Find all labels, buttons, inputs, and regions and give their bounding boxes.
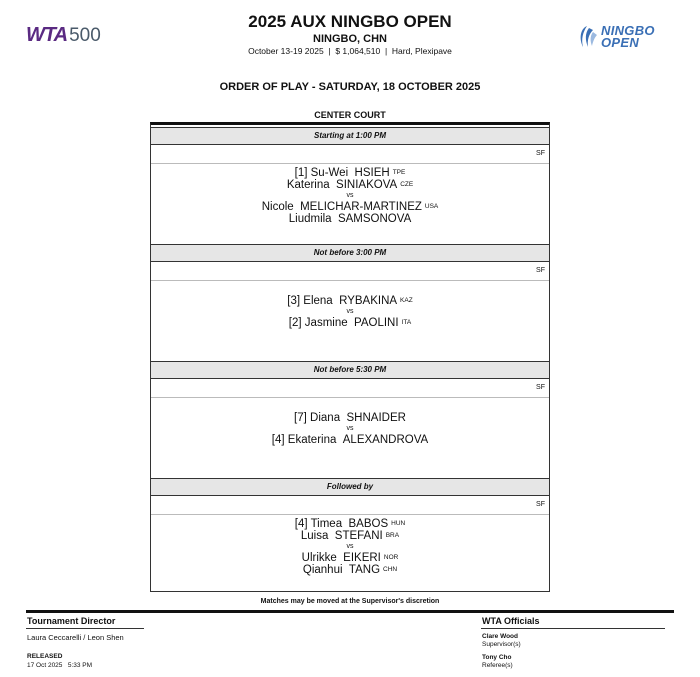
player-entry: Ulrikke EIKERI NOR	[301, 552, 399, 564]
player-entry: [7] Diana SHNAIDER	[294, 412, 406, 424]
player-entry: [4] Timea BABOS HUN	[294, 518, 406, 530]
referee-role: Referee(s)	[482, 662, 513, 669]
player-entry: [3] Elena RYBAKINA KAZ	[287, 295, 413, 307]
director-names: Laura Ceccarelli / Leon Shen	[27, 633, 124, 642]
divider	[151, 514, 549, 515]
player-entry: [1] Su-Wei HSIEH TPE	[294, 167, 406, 179]
referee-name: Tony Cho	[482, 654, 512, 661]
supervisor-name: Clare Wood	[482, 633, 518, 640]
round-label: SF	[536, 267, 545, 274]
released-timestamp: 17 Oct 2025 5:33 PM	[27, 662, 93, 669]
court-schedule	[150, 122, 550, 592]
match-card	[151, 518, 549, 576]
player-entry: [2] Jasmine PAOLINI ITA	[288, 317, 412, 329]
round-label: SF	[536, 150, 545, 157]
match-card	[151, 167, 549, 225]
slot-time-header: Starting at 1:00 PM	[151, 127, 549, 145]
versus-label: vs	[346, 425, 354, 432]
divider	[481, 628, 665, 629]
player-entry: Katerina SINIAKOVA CZE	[286, 179, 414, 191]
versus-label: vs	[346, 543, 354, 550]
tournament-location: NINGBO, CHN	[313, 33, 387, 45]
footer-rule	[26, 610, 674, 613]
divider	[151, 163, 549, 164]
released-label: RELEASED	[27, 653, 63, 660]
slot-time-header: Not before 3:00 PM	[151, 244, 549, 262]
tournament-title: 2025 AUX NINGBO OPEN	[248, 12, 452, 31]
order-of-play-title: ORDER OF PLAY - SATURDAY, 18 OCTOBER 2025	[219, 81, 481, 93]
slot-time-header: Not before 5:30 PM	[151, 361, 549, 379]
round-label: SF	[536, 384, 545, 391]
court-name: CENTER COURT	[314, 110, 386, 120]
wta-logo-mark: WTA	[26, 24, 68, 46]
player-entry: [4] Ekaterina ALEXANDROVA	[271, 434, 429, 446]
director-section-title: Tournament Director	[27, 616, 116, 626]
divider	[26, 628, 144, 629]
player-entry: Nicole MELICHAR-MARTINEZ USA	[261, 201, 439, 213]
officials-section-title: WTA Officials	[482, 616, 540, 626]
player-entry: Luisa STEFANI BRA	[300, 530, 400, 542]
supervisor-role: Supervisor(s)	[482, 641, 521, 648]
wta-logo-level: 500	[69, 25, 101, 46]
player-entry: Qianhui TANG CHN	[302, 564, 398, 576]
versus-label: vs	[346, 192, 354, 199]
round-label: SF	[536, 501, 545, 508]
ningbo-logo-line2: OPEN	[601, 35, 640, 50]
match-card	[151, 412, 549, 446]
player-entry: Liudmila SAMSONOVA	[288, 213, 412, 225]
ningbo-logo-line1: NINGBO	[601, 23, 655, 38]
discretion-note: Matches may be moved at the Supervisor's discretion	[260, 598, 440, 605]
divider	[151, 397, 549, 398]
slot-time-header: Followed by	[151, 478, 549, 496]
divider	[151, 280, 549, 281]
match-card	[151, 295, 549, 329]
tournament-info: October 13-19 2025 | $ 1,064,510 | Hard, Plexipave	[248, 46, 452, 56]
versus-label: vs	[346, 308, 354, 315]
